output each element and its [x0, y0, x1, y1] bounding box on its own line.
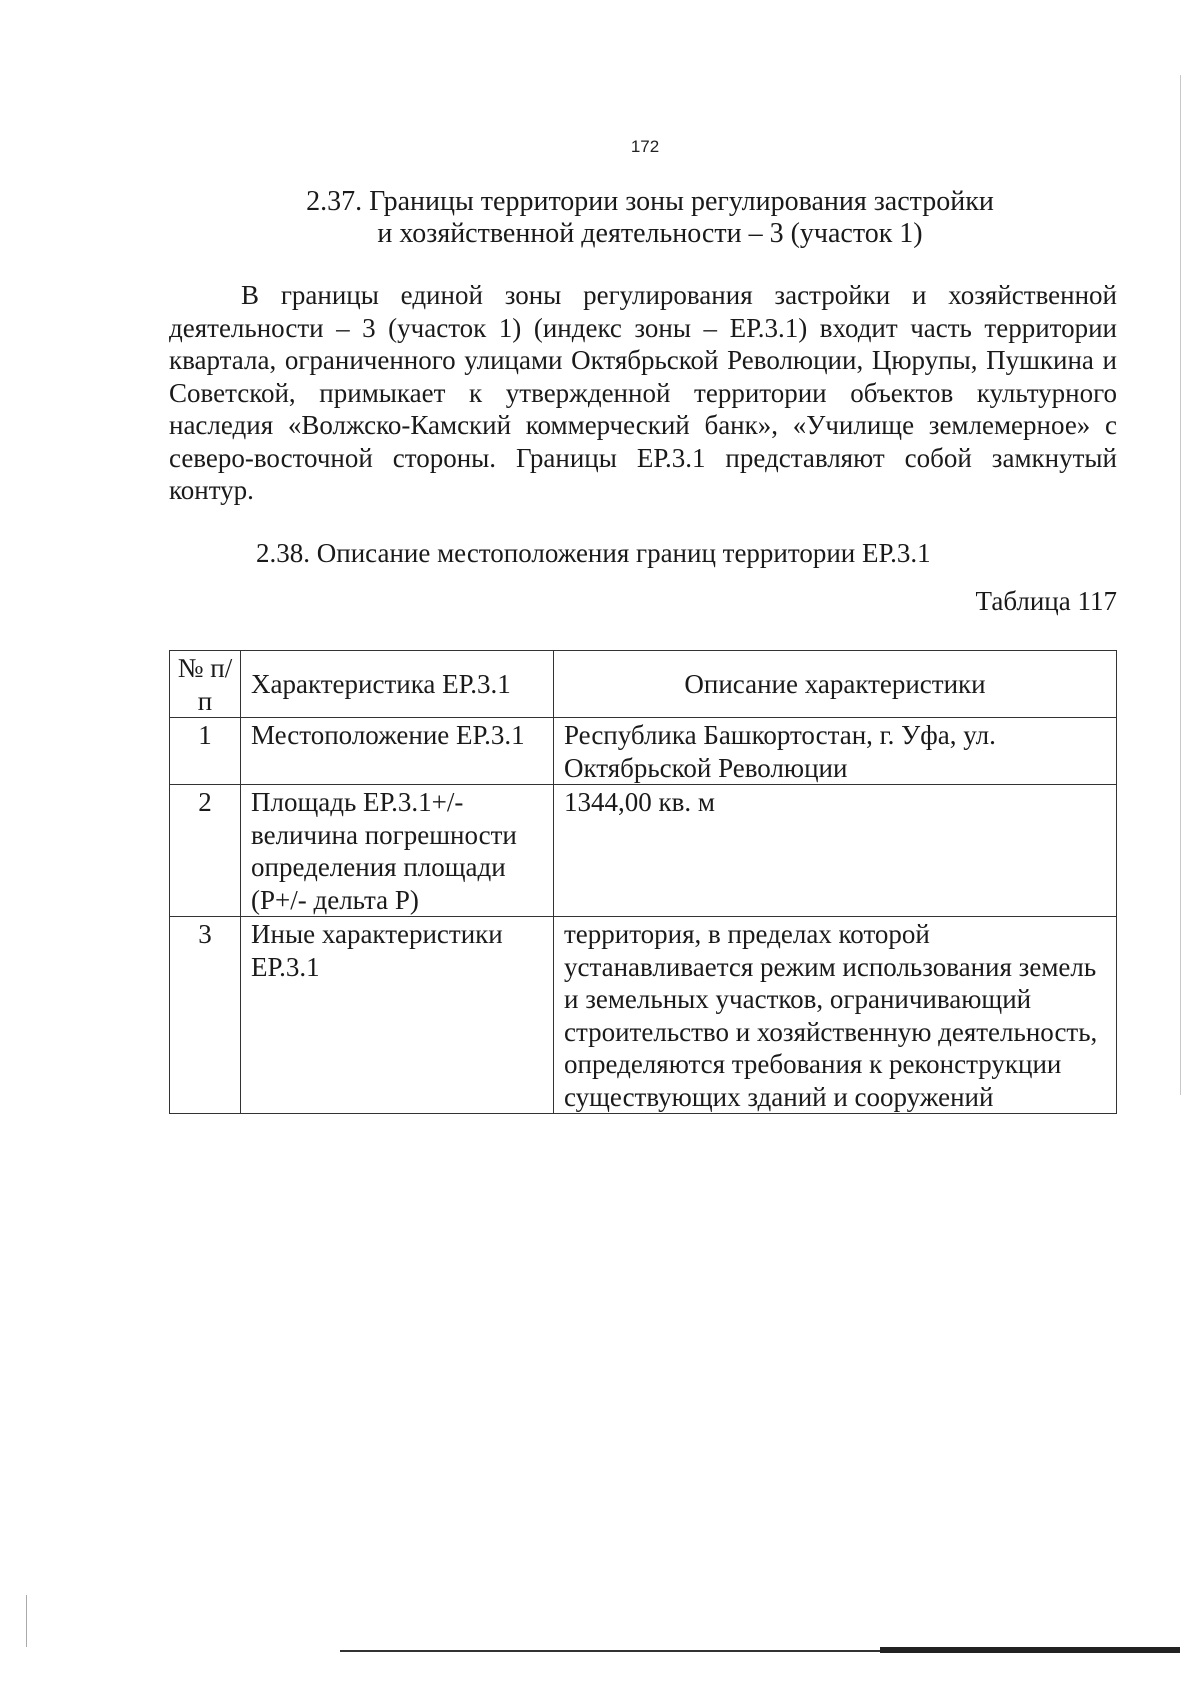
table-header-row [170, 651, 1117, 718]
row-num: 2 [170, 785, 241, 917]
row-characteristic: Иные характеристики ЕР.3.1 [241, 917, 554, 1114]
row-num: 1 [170, 718, 241, 785]
row-description: 1344,00 кв. м [554, 785, 1117, 917]
bottom-rule [340, 1650, 1180, 1652]
scan-edge-line [1180, 75, 1181, 1095]
row-characteristic: Площадь ЕР.3.1+/- величина погрешности определения площади (Р+/- дельта Р) [241, 785, 554, 917]
page-number: 172 [630, 137, 660, 156]
header-description: Описание характеристики [554, 651, 1117, 718]
subsection-heading: 2.38. Описание местоположения границ территории ЕР.3.1 [256, 538, 931, 568]
row-characteristic: Местоположение ЕР.3.1 [241, 718, 554, 785]
table-caption: Таблица 117 [975, 586, 1117, 616]
row-description: территория, в пределах которой устанавливается режим использования земель и земельных участков, ограничивающий строительство и хозяйственную деятельность, определяются требования к реконструкции существующих зданий и сооружений [554, 917, 1117, 1114]
row-num: 3 [170, 917, 241, 1114]
header-characteristic: Характеристика ЕР.3.1 [241, 651, 554, 718]
row-description: Республика Башкортостан, г. Уфа, ул. Октябрьской Революции [554, 718, 1117, 785]
header-num: № п/п [170, 651, 241, 718]
table-row [170, 917, 1117, 1114]
scan-margin-mark [26, 1595, 27, 1647]
characteristics-table [169, 650, 1117, 1114]
body-paragraph: В границы единой зоны регулирования застройки и хозяйственной деятельности – 3 (участок 1) (индекс зоны – ЕР.3.1) входит часть территории квартала, ограниченного улицами Октябрьской Революции, Цюрупы, Пушкина и Советской, примыкает к утвержденной территории объектов культурного наследия «Волжско-Камский коммерческий банк», «Училище землемерное» с северо-восточной стороны. Границы ЕР.3.1 представляют собой замкнутый контур. [169, 280, 1117, 505]
section-heading-line-1: 2.37. Границы территории зоны регулирования застройки [306, 186, 994, 217]
section-heading [200, 186, 1100, 250]
table-row [170, 718, 1117, 785]
table-row [170, 785, 1117, 917]
section-heading-line-2: и хозяйственной деятельности – 3 (участок 1) [377, 218, 923, 249]
